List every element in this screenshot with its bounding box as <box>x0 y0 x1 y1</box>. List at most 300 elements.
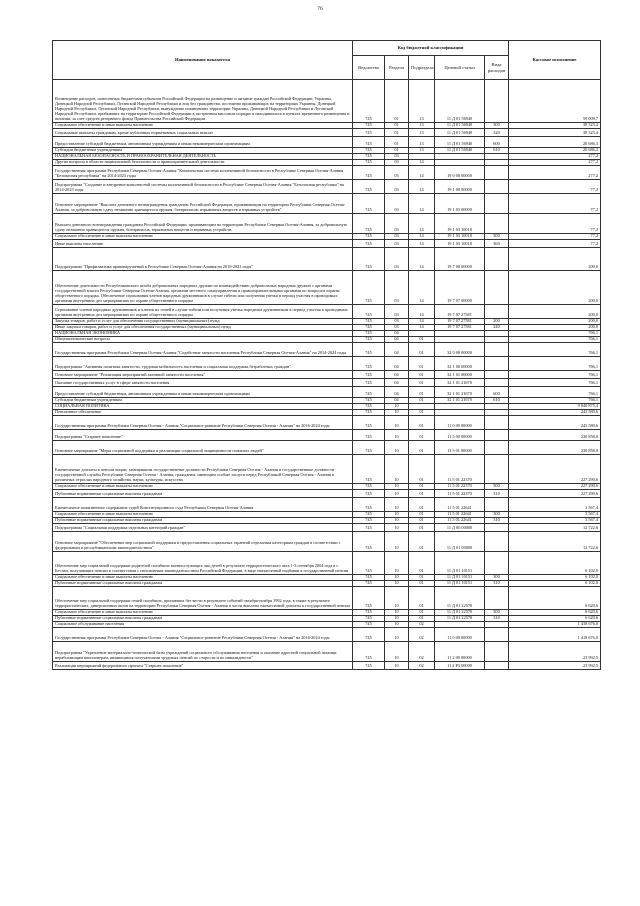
cell-podrazdel: 14 <box>409 319 435 325</box>
cell-podrazdel: 01 <box>409 357 435 371</box>
cell-ved: 745 <box>353 587 385 610</box>
cell-expense-type: 600 <box>485 387 509 398</box>
cell-razdel: 10 <box>385 512 409 518</box>
cell-target: 32 1 01 21670 <box>435 387 485 398</box>
table-row <box>53 166 601 180</box>
cell-ved: 745 <box>353 343 385 357</box>
cell-razdel: 01 <box>385 148 409 154</box>
cell-podrazdel: 14 <box>409 180 435 194</box>
cell-podrazdel: 02 <box>409 642 435 662</box>
cell-ved: 745 <box>353 148 385 154</box>
table-row <box>53 552 601 575</box>
cell-name: Возмещение расходов, понесенных бюджетами субъектов Российской Федерации на размещение и питание граждан Российской Федерации, Украины, Донецкой Народной Республики, Луганской Народной Республики и лиц без гражданства, постоянно проживающих на территориях Украины, Донецкой Народной Республики, Луганской Народной Республики, вынужденно покинувших территории Украины, Донецкой Народной Республики и Луганской Народной Республики, прибывших на территорию Российской Федерации в экстренном массовом порядке и находившихся в пунктах временного размещения и питания, за счет средств резервного фонда Правительства Российской Федерации <box>53 80 353 123</box>
cell-expense-type: 300 <box>485 484 509 490</box>
cell-ved: 745 <box>353 271 385 305</box>
cell-podrazdel: 01 <box>409 616 435 622</box>
cell-razdel: 10 <box>385 622 409 628</box>
cell-target: 19 1 00 00000 <box>435 180 485 194</box>
cell-ved: 745 <box>353 642 385 662</box>
cell-podrazdel: 13 <box>409 80 435 123</box>
cell-name: Предоставление субсидий бюджетным, автономным учреждениям и иным некоммерческим организациям <box>53 137 353 148</box>
cell-podrazdel: 13 <box>409 129 435 137</box>
cell-razdel: 03 <box>385 319 409 325</box>
cell-expense-type: 240 <box>485 325 509 331</box>
cell-expense-type <box>485 441 509 455</box>
cell-ved: 745 <box>353 387 385 398</box>
table-row <box>53 240 601 248</box>
cell-ved: 745 <box>353 490 385 498</box>
cell-name: Пенсионное обеспечение <box>53 410 353 416</box>
cell-total: 38 323,4 <box>509 123 601 129</box>
cell-razdel: 10 <box>385 430 409 441</box>
cell-target: 11 5 01 00000 <box>435 441 485 455</box>
cell-podrazdel: 01 <box>409 587 435 610</box>
cell-razdel: 03 <box>385 214 409 234</box>
cell-expense-type <box>485 379 509 387</box>
cell-name: НАЦИОНАЛЬНАЯ БЕЗОПАСНОСТЬ И ПРАВООХРАНИТЕЛЬНАЯ ДЕЯТЕЛЬНОСТЬ <box>53 154 353 160</box>
cell-expense-type <box>485 455 509 484</box>
cell-target: 11 Д 01 56940 <box>435 80 485 123</box>
cell-total: 766,1 <box>509 379 601 387</box>
cell-expense-type <box>485 166 509 180</box>
cell-total: 277,2 <box>509 160 601 166</box>
table-row <box>53 441 601 455</box>
cell-total: 230 858,0 <box>509 441 601 455</box>
header-ved: Ведомства <box>353 56 385 80</box>
cell-total: 200,0 <box>509 305 601 319</box>
cell-ved: 745 <box>353 123 385 129</box>
cell-target: 32 0 00 00000 <box>435 343 485 357</box>
cell-target: 19 7 07 00000 <box>435 271 485 305</box>
cell-expense-type <box>485 80 509 123</box>
cell-ved: 745 <box>353 498 385 512</box>
cell-name: Подпрограмма "Активная политика занятости, трудовая мобильность населения и социальная поддержка безработных граждан" <box>53 357 353 371</box>
cell-total: 200,0 <box>509 271 601 305</box>
cell-razdel: 10 <box>385 552 409 575</box>
cell-razdel: 10 <box>385 490 409 498</box>
cell-ved: 745 <box>353 581 385 587</box>
cell-expense-type <box>485 180 509 194</box>
cell-total: 3 567,4 <box>509 512 601 518</box>
cell-podrazdel: 01 <box>409 398 435 404</box>
table-row <box>53 387 601 398</box>
cell-razdel: 10 <box>385 581 409 587</box>
cell-target: 11 Д 01 10151 <box>435 575 485 581</box>
cell-total: 77,2 <box>509 180 601 194</box>
cell-podrazdel: 01 <box>409 524 435 532</box>
cell-ved: 745 <box>353 325 385 331</box>
cell-name: Выплата денежного вознаграждения гражданам Российской Федерации, проживающим на территории Республики Северная Осетия-Алания, за добровольную сдачу незаконно хранящегося оружия, боеприпасов, взрывчатых веществ и взрывных устройств <box>53 214 353 234</box>
cell-expense-type <box>485 305 509 319</box>
cell-name: Ежемесячное пожизненное содержание судей Конституционного суда Республики Северная Осетия-Алания <box>53 498 353 512</box>
cell-total: 12 722,6 <box>509 532 601 552</box>
cell-ved: 745 <box>353 610 385 616</box>
cell-razdel: 04 <box>385 398 409 404</box>
cell-total: 6 102,0 <box>509 552 601 575</box>
cell-target: 19 0 00 00000 <box>435 166 485 180</box>
cell-ved: 745 <box>353 441 385 455</box>
table-row <box>53 455 601 484</box>
cell-razdel: 10 <box>385 642 409 662</box>
cell-total: 23 992,5 <box>509 662 601 670</box>
cell-name: Основное мероприятие "Реализация мероприятий активной занятости населения" <box>53 371 353 379</box>
table-row <box>53 271 601 305</box>
cell-ved: 745 <box>353 416 385 430</box>
cell-podrazdel: 02 <box>409 628 435 642</box>
cell-name: Подпрограмма "Создание и внедрение комплексной системы коллективной безопасности в Республике Северная Осетия-Алания "Безопасная республика" на 2014-2023 годы <box>53 180 353 194</box>
cell-razdel: 10 <box>385 455 409 484</box>
cell-name: Ежемесячные доплаты к пенсии лицам, замещавшим государственные должности Республики Северная Осетия - Алания и государственные должности государственной службы Республики Северная Осетия - Алания; гражданам, имеющим особые заслуги перед Республикой Северная Осетия - Алания в различных отраслях народного хозяйства, науки, культуры, искусства <box>53 455 353 484</box>
cell-total: 6 620,6 <box>509 610 601 616</box>
cell-razdel: 04 <box>385 371 409 379</box>
cell-total: 243 580,6 <box>509 410 601 416</box>
header-podrazdel: Подраздела <box>409 56 435 80</box>
cell-target: 32 1 00 00000 <box>435 357 485 371</box>
table-row <box>53 129 601 137</box>
cell-expense-type <box>485 357 509 371</box>
cell-target: 11 Д 01 56940 <box>435 137 485 148</box>
cell-total: 766,1 <box>509 331 601 337</box>
cell-podrazdel: 13 <box>409 137 435 148</box>
cell-name: Публичные нормативные социальные выплаты гражданам <box>53 581 353 587</box>
cell-total: 20 686,3 <box>509 148 601 154</box>
table-row <box>53 305 601 319</box>
cell-expense-type <box>485 430 509 441</box>
cell-ved: 745 <box>353 379 385 387</box>
cell-podrazdel: 01 <box>409 518 435 524</box>
cell-total: 6 620,6 <box>509 616 601 622</box>
cell-podrazdel: 01 <box>409 484 435 490</box>
cell-ved: 745 <box>353 129 385 137</box>
cell-ved: 745 <box>353 552 385 575</box>
cell-razdel: 03 <box>385 234 409 240</box>
budget-table <box>52 40 601 670</box>
cell-podrazdel: 01 <box>409 490 435 498</box>
cell-target: 11 Д 00 00000 <box>435 524 485 532</box>
cell-expense-type <box>485 371 509 379</box>
table-row <box>53 416 601 430</box>
table-row <box>53 430 601 441</box>
cell-expense-type <box>485 343 509 357</box>
cell-name: Основное мероприятие "Выплата денежного вознаграждения гражданам Российской Федерации, проживающим на территории Республики Северная Осетия-Алания, за добровольную сдачу незаконно хранящегося оружия, боеприпасов, взрывчатых веществ и взрывных устройств" <box>53 194 353 214</box>
cell-razdel: 01 <box>385 123 409 129</box>
cell-name: Государственная программа Республики Северная Осетия-Алания "Содействие занятости населения Республики Северная Осетия-Алания" на 2014-2024 годы <box>53 343 353 357</box>
cell-podrazdel: 02 <box>409 662 435 670</box>
cell-ved: 745 <box>353 404 385 410</box>
cell-ved: 745 <box>353 512 385 518</box>
cell-total: 6 102,0 <box>509 581 601 587</box>
cell-total: 227 290,6 <box>509 484 601 490</box>
cell-expense-type <box>485 662 509 670</box>
cell-ved: 745 <box>353 410 385 416</box>
cell-razdel: 10 <box>385 410 409 416</box>
cell-ved: 745 <box>353 628 385 642</box>
cell-ved: 745 <box>353 371 385 379</box>
cell-ved: 745 <box>353 357 385 371</box>
cell-total: 766,1 <box>509 371 601 379</box>
cell-expense-type <box>485 248 509 271</box>
cell-razdel: 03 <box>385 271 409 305</box>
cell-target: 11 Д 01 56940 <box>435 129 485 137</box>
cell-name: Подпрограмма "Социальная поддержка отдельных категорий граждан" <box>53 524 353 532</box>
cell-total: 227 290,6 <box>509 455 601 484</box>
table-row <box>53 248 601 271</box>
cell-razdel: 10 <box>385 518 409 524</box>
cell-podrazdel: 01 <box>409 512 435 518</box>
cell-razdel: 10 <box>385 416 409 430</box>
cell-total: 277,2 <box>509 166 601 180</box>
cell-ved: 745 <box>353 248 385 271</box>
cell-razdel: 03 <box>385 166 409 180</box>
cell-expense-type: 360 <box>485 240 509 248</box>
cell-razdel: 10 <box>385 628 409 642</box>
table-row <box>53 137 601 148</box>
cell-razdel: 03 <box>385 154 409 160</box>
cell-razdel: 04 <box>385 337 409 343</box>
cell-target: 11 5 00 00000 <box>435 430 485 441</box>
cell-name: Социальное обеспечение и иные выплаты населению <box>53 512 353 518</box>
cell-podrazdel: 01 <box>409 430 435 441</box>
table-row <box>53 371 601 379</box>
cell-podrazdel: 14 <box>409 160 435 166</box>
cell-razdel: 10 <box>385 575 409 581</box>
cell-ved: 745 <box>353 524 385 532</box>
cell-razdel: 10 <box>385 484 409 490</box>
cell-expense-type: 610 <box>485 148 509 154</box>
cell-target: 11 0 00 00000 <box>435 628 485 642</box>
cell-podrazdel: 01 <box>409 581 435 587</box>
cell-ved: 745 <box>353 662 385 670</box>
cell-ved: 745 <box>353 398 385 404</box>
cell-podrazdel: 01 <box>409 337 435 343</box>
cell-target: 32 1 01 21670 <box>435 398 485 404</box>
cell-ved: 745 <box>353 575 385 581</box>
table-row <box>53 343 601 357</box>
cell-expense-type <box>485 214 509 234</box>
cell-razdel: 04 <box>385 343 409 357</box>
cell-name: Реализация мероприятий федерального проекта "Старшее поколение" <box>53 662 353 670</box>
cell-total: 200,0 <box>509 248 601 271</box>
cell-razdel: 10 <box>385 616 409 622</box>
cell-total: 77,2 <box>509 240 601 248</box>
cell-razdel: 04 <box>385 357 409 371</box>
header-expense-type: Вида расходов <box>485 56 509 80</box>
cell-name: Социальное обеспечение и иные выплаты населению <box>53 484 353 490</box>
cell-target: 19 1 03 00000 <box>435 194 485 214</box>
cell-podrazdel: 01 <box>409 552 435 575</box>
cell-total: 6 102,0 <box>509 575 601 581</box>
table-row <box>53 662 601 670</box>
cell-total: 38 323,4 <box>509 129 601 137</box>
cell-name: Оказание государственных услуг в сфере занятости населения <box>53 379 353 387</box>
cell-razdel: 03 <box>385 248 409 271</box>
cell-name: Субсидии бюджетным учреждениям <box>53 148 353 154</box>
cell-name: НАЦИОНАЛЬНАЯ ЭКОНОМИКА <box>53 331 353 337</box>
cell-total: 59 009,7 <box>509 80 601 123</box>
cell-razdel: 01 <box>385 80 409 123</box>
cell-total: 766,1 <box>509 357 601 371</box>
table-row <box>53 214 601 234</box>
cell-expense-type: 310 <box>485 490 509 498</box>
cell-podrazdel: 01 <box>409 498 435 512</box>
cell-razdel: 03 <box>385 240 409 248</box>
cell-expense-type <box>485 271 509 305</box>
cell-expense-type: 300 <box>485 234 509 240</box>
cell-razdel: 10 <box>385 498 409 512</box>
cell-target: 11 5 01 22641 <box>435 498 485 512</box>
cell-podrazdel: 01 <box>409 532 435 552</box>
cell-target: 11 Д 01 10151 <box>435 552 485 575</box>
header-razdel: Раздела <box>385 56 409 80</box>
cell-ved: 745 <box>353 137 385 148</box>
cell-total: 20 686,3 <box>509 137 601 148</box>
cell-name: Обеспечение деятельности Республиканского штаба добровольных народных дружин по взаимодействию добровольных народных дружин с органами государственной власти Республики Северная Осетия-Алания, органами местного самоуправления и правоохранительными органами по вопросам охраны общественного порядка. Обеспечение страхования членов народных дружинников в случае гибели или получения увечья в период участия в проводимых органами внутренних дел мероприятиях по охране общественного порядка <box>53 271 353 305</box>
cell-razdel: 03 <box>385 180 409 194</box>
cell-podrazdel: 14 <box>409 248 435 271</box>
cell-total: 766,1 <box>509 343 601 357</box>
cell-name: Социальное обеспечение и иные выплаты населению <box>53 610 353 616</box>
cell-expense-type <box>485 628 509 642</box>
cell-total: 77,2 <box>509 234 601 240</box>
cell-razdel: 01 <box>385 137 409 148</box>
cell-ved: 745 <box>353 234 385 240</box>
header-target: Целевой статьи <box>435 56 485 80</box>
cell-razdel: 03 <box>385 305 409 319</box>
cell-podrazdel: 13 <box>409 148 435 154</box>
cell-expense-type <box>485 524 509 532</box>
cell-razdel: 04 <box>385 387 409 398</box>
table-row <box>53 180 601 194</box>
cell-name: Социальное обеспечение и иные выплаты населению <box>53 123 353 129</box>
cell-name: Общеэкономические вопросы <box>53 337 353 343</box>
cell-expense-type <box>485 194 509 214</box>
cell-expense-type: 600 <box>485 137 509 148</box>
table-row <box>53 357 601 371</box>
table-row <box>53 524 601 532</box>
cell-target: 11 Д 01 10151 <box>435 581 485 587</box>
cell-podrazdel: 14 <box>409 194 435 214</box>
cell-ved: 745 <box>353 430 385 441</box>
cell-expense-type: 610 <box>485 398 509 404</box>
cell-total: 6 620,6 <box>509 587 601 610</box>
cell-ved: 745 <box>353 518 385 524</box>
cell-ved: 745 <box>353 484 385 490</box>
cell-razdel: 03 <box>385 160 409 166</box>
cell-total: 766,1 <box>509 337 601 343</box>
cell-podrazdel: 14 <box>409 234 435 240</box>
cell-name: Социальное обеспечение и иные выплаты населению <box>53 575 353 581</box>
cell-name: Государственная программа Республики Северная Осетия - Алания "Социальное развитие Республики Северная Осетия - Алания" на 2016-2024 годы <box>53 628 353 642</box>
cell-ved: 745 <box>353 532 385 552</box>
cell-expense-type: 200 <box>485 319 509 325</box>
cell-ved: 745 <box>353 194 385 214</box>
cell-total: 200,0 <box>509 319 601 325</box>
cell-target: 11 Д 01 22570 <box>435 610 485 616</box>
cell-podrazdel: 01 <box>409 416 435 430</box>
cell-name: Иные закупки товаров, работ и услуг для обеспечения государственных (муниципальных) нужд <box>53 325 353 331</box>
cell-podrazdel: 14 <box>409 214 435 234</box>
cell-podrazdel: 14 <box>409 325 435 331</box>
table-row <box>53 80 601 123</box>
cell-expense-type: 310 <box>485 581 509 587</box>
cell-expense-type <box>485 416 509 430</box>
cell-total: 243 580,6 <box>509 416 601 430</box>
cell-expense-type: 300 <box>485 512 509 518</box>
cell-target: 32 1 01 21670 <box>435 379 485 387</box>
cell-ved: 745 <box>353 166 385 180</box>
cell-razdel: 10 <box>385 532 409 552</box>
cell-ved: 745 <box>353 240 385 248</box>
cell-razdel: 10 <box>385 524 409 532</box>
cell-razdel: 10 <box>385 662 409 670</box>
cell-ved: 745 <box>353 214 385 234</box>
cell-razdel: 03 <box>385 194 409 214</box>
cell-total: 766,1 <box>509 387 601 398</box>
cell-ved: 745 <box>353 455 385 484</box>
cell-name: Основное мероприятие "Меры социальной поддержки и реализации социальной защищенности пожилых людей" <box>53 441 353 455</box>
cell-expense-type <box>485 587 509 610</box>
cell-target: 11 Д 01 56940 <box>435 148 485 154</box>
cell-ved: 745 <box>353 305 385 319</box>
table-row <box>53 587 601 610</box>
cell-podrazdel: 01 <box>409 410 435 416</box>
header-code-group: Код бюджетной классификации <box>353 41 509 56</box>
cell-target: 11 5 01 22370 <box>435 484 485 490</box>
cell-name: Подпрограмма "Укрепление материально-технической базы учреждений социального обслуживания населения и оказание адресной социальной помощи неработающим пенсионерам, являющимся получателями трудовых пенсий по старости и по инвалидности" <box>53 642 353 662</box>
cell-ved: 745 <box>353 331 385 337</box>
cell-ved: 745 <box>353 160 385 166</box>
table-body <box>53 80 601 670</box>
cell-razdel: 10 <box>385 610 409 616</box>
cell-target: 11 2 P3 00000 <box>435 662 485 670</box>
cell-podrazdel: 01 <box>409 371 435 379</box>
cell-total: 3 567,4 <box>509 518 601 524</box>
cell-podrazdel: 14 <box>409 240 435 248</box>
cell-name: СОЦИАЛЬНАЯ ПОЛИТИКА <box>53 404 353 410</box>
cell-podrazdel: 01 <box>409 379 435 387</box>
cell-expense-type: 310 <box>485 616 509 622</box>
cell-target: 19 7 07 27581 <box>435 319 485 325</box>
cell-razdel: 04 <box>385 331 409 337</box>
cell-target: 11 5 01 22370 <box>435 490 485 498</box>
cell-name: Социальные выплаты гражданам, кроме публичных нормативных социальных выплат <box>53 129 353 137</box>
cell-podrazdel: 01 <box>409 575 435 581</box>
cell-total: 227 290,6 <box>509 490 601 498</box>
cell-target: 11 5 01 22641 <box>435 512 485 518</box>
cell-podrazdel: 13 <box>409 123 435 129</box>
cell-total: 230 858,0 <box>509 430 601 441</box>
table-row <box>53 498 601 512</box>
cell-podrazdel: 02 <box>409 622 435 628</box>
cell-razdel: 10 <box>385 404 409 410</box>
table-row <box>53 194 601 214</box>
cell-total: 12 722,6 <box>509 524 601 532</box>
cell-target: 19 7 07 27581 <box>435 325 485 331</box>
cell-expense-type <box>485 532 509 552</box>
table-row <box>53 642 601 662</box>
cell-name: Государственная программа Республики Северная Осетия - Алания "Социальное развитие Республики Северная Осетия - Алания" на 2016-2024 годы <box>53 416 353 430</box>
cell-expense-type: 300 <box>485 610 509 616</box>
page-number: 76 <box>317 6 323 12</box>
cell-ved: 745 <box>353 154 385 160</box>
cell-podrazdel: 01 <box>409 455 435 484</box>
cell-target: 11 Д 01 00000 <box>435 532 485 552</box>
cell-total: 23 992,5 <box>509 642 601 662</box>
cell-target: 11 Д 01 56940 <box>435 123 485 129</box>
cell-total: 77,2 <box>509 214 601 234</box>
cell-name: Иные выплаты населению <box>53 240 353 248</box>
table-row <box>53 379 601 387</box>
